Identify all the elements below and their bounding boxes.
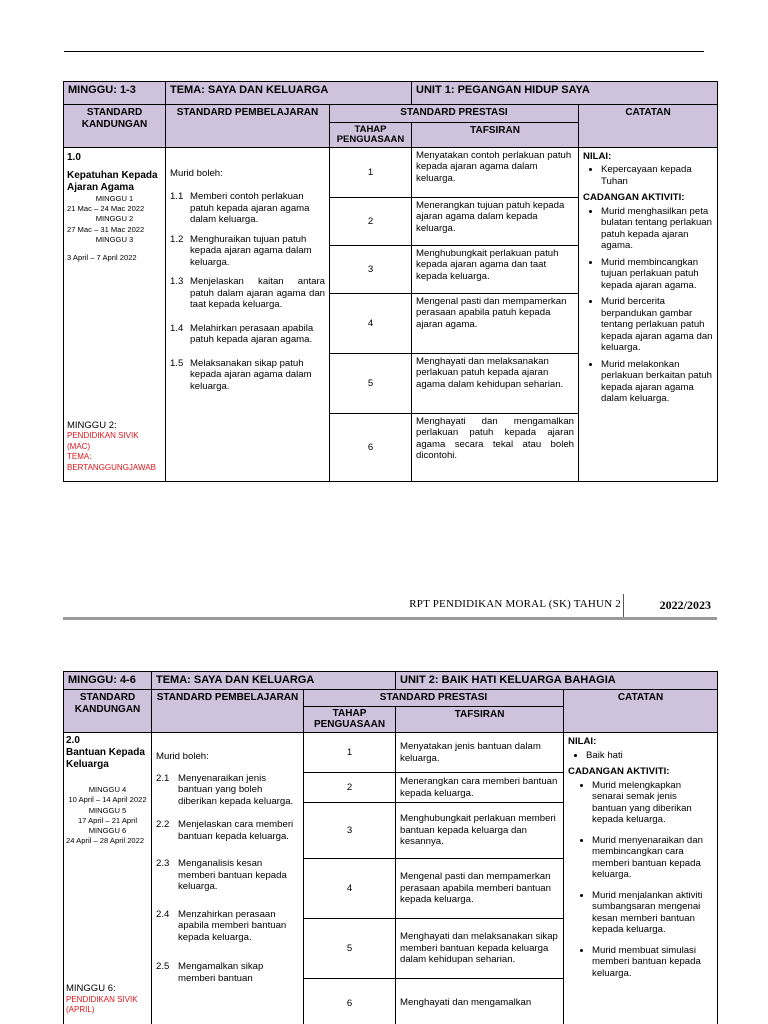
tafsiran-text: Menerangkan tujuan patuh kepada ajaran agama dalam kepada keluarga. [412,197,579,245]
aktiviti-item: • Murid melakonkan perlakuan berkaitan patuh kepada ajaran agama dalam keluarga. [601,359,713,405]
tafsiran-text: Menerangkan cara memberi bantuan kepada keluarga. [396,773,564,803]
aktiviti-item: • Murid melengkapkan senarai semak jenis bantuan yang diberikan kepada keluarga. [592,780,713,826]
sp-item [170,323,325,346]
standard-kandungan-cell [64,733,152,1024]
footer-separator [623,594,624,618]
rpt-table-unit-1 [63,81,718,482]
tahap-level: 4 [330,293,412,353]
week-list [66,785,149,847]
aktiviti-item: • Murid bercerita berpandukan gambar tentang perlakuan patuh kepada ajaran agama dan keluarga. [601,296,713,354]
tahap-level: 5 [330,353,412,413]
tahap-level: 3 [330,245,412,293]
standard-pembelajaran-cell [166,147,330,481]
week-dates: 3 April – 7 April 2022 [67,253,137,263]
sp-item-number: 1.5 [170,357,184,369]
sp-item-text: Menghuraikan tujuan patuh kepada ajaran agama dalam keluarga. [190,233,312,268]
aktiviti-item: • Murid membincangkan tujuan perlakuan patuh kepada ajaran agama. [601,257,713,292]
col-standard-kandungan: STANDARD KANDUNGAN [64,105,166,148]
sp-item-text: Menganalisis kesan memberi bantuan kepada keluarga. [178,858,287,893]
week-label: MINGGU 3 [95,234,134,244]
tafsiran-text: Menghayati dan mengamalkan [396,979,564,1024]
col-tafsiran: TAFSIRAN [412,123,579,148]
nilai-label: NILAI: [583,150,612,162]
sp-item-text: Melaksanakan sikap patuh kepada ajaran agama dalam keluarga. [190,357,312,392]
col-catatan: CATATAN [579,105,718,148]
col-tahap-penguasaan: TAHAP PENGUASAAN [330,123,412,148]
sp-item-text: Melahirkan perasaan apabila patuh kepada ajaran agama. [190,322,314,346]
tafsiran-text: Menyatakan contoh perlakuan patuh kepada ajaran agama dalam keluarga. [412,147,579,197]
nilai-list [568,750,713,762]
page-2-clip [0,668,768,1024]
minggu-note: MINGGU 2: [67,419,117,431]
sp-item-number: 1.4 [170,322,184,334]
sp-item-text: Menzahirkan perasaan apabila memberi bantuan kepada keluarga. [178,908,287,943]
tahap-level: 1 [304,733,396,773]
tahap-level: 5 [304,919,396,979]
aktiviti-label: CADANGAN AKTIVITI: [568,766,670,778]
aktiviti-item: • Murid menjalankan aktiviti sumbangsaran mengenai kesan memberi bantuan kepada keluarga. [592,890,713,936]
tema-header: TEMA: SAYA DAN KELUARGA [152,672,396,690]
rpt-table-unit-2 [63,671,718,1024]
footer-year: 2022/2023 [659,598,711,612]
sivik-note [66,981,150,1015]
footer-rule [63,617,717,620]
sp-list [156,773,299,985]
tahap-level: 4 [304,859,396,919]
sp-item-text: Memberi contoh perlakuan patuh kepada ajaran agama dalam keluarga. [190,191,310,226]
sp-item [156,961,299,984]
standard-kandungan-cell [64,147,166,481]
tahap-level: 3 [304,803,396,859]
tahap-level: 2 [330,197,412,245]
week-label: MINGGU 2 [95,214,134,224]
aktiviti-list [568,780,713,980]
minggu-note: MINGGU 6: [66,983,116,995]
catatan-cell [564,733,718,1024]
minggu-header: MINGGU: 1-3 [64,82,166,105]
col-standard-prestasi: STANDARD PRESTASI [304,690,564,707]
tafsiran-text: Menghayati dan melaksanakan sikap memberi bantuan kepada keluarga dalam kehidupan seharian. [396,919,564,979]
nilai-list [583,164,713,187]
week-label: MINGGU 4 [88,785,127,795]
tahap-level: 6 [304,979,396,1024]
nilai-label: NILAI: [568,736,597,748]
tafsiran-text: Mengenal pasti dan mempamerkan perasaan apabila memberi bantuan kepada keluarga. [396,859,564,919]
sp-item [156,773,299,808]
col-tahap-penguasaan: TAHAP PENGUASAAN [304,707,396,733]
aktiviti-label: CADANGAN AKTIVITI: [583,192,685,204]
sp-item [170,358,325,393]
week-label: MINGGU 6 [88,826,127,836]
week-dates: 24 April – 28 April 2022 [66,836,145,846]
standard-pembelajaran-cell [152,733,304,1024]
sp-item-number: 2.5 [156,961,170,973]
sp-item-number: 2.3 [156,858,170,870]
tafsiran-text: Mengenal pasti dan mempamerkan perasaan apabila patuh kepada ajaran agama. [412,293,579,353]
tafsiran-text: Menghayati dan mengamalkan perlakuan patuh kepada ajaran agama secara tekal atau boleh dicontohi. [412,413,579,481]
aktiviti-item: • Murid menyenaraikan dan membincangkan cara memberi bantuan kepada keluarga. [592,835,713,881]
col-catatan: CATATAN [564,690,718,733]
week-dates: 17 April – 21 April [77,815,138,825]
sp-item-number: 2.4 [156,908,170,920]
sp-item [170,234,325,269]
tafsiran-text: Menghubungkait perlakuan memberi bantuan kepada keluarga dan kesannya. [396,803,564,859]
sp-item-number: 1.3 [170,276,184,288]
sp-item-number: 1.2 [170,233,184,245]
sivik-month-note: PENDIDIKAN SIVIK (APRIL) [66,994,138,1014]
tahap-level: 2 [304,773,396,803]
footer-title: RPT PENDIDIKAN MORAL (SK) TAHUN 2 [409,598,621,610]
col-tafsiran: TAFSIRAN [396,707,564,733]
col-standard-kandungan: STANDARD KANDUNGAN [64,690,152,733]
sp-item [170,276,325,311]
week-label: MINGGU 5 [88,805,127,815]
sk-title: Kepatuhan Kepada Ajaran Agama [67,169,158,193]
tema-header: TEMA: SAYA DAN KELUARGA [166,82,412,105]
sk-title: Bantuan Kepada Keluarga [66,747,145,771]
sp-item-text: Menjelaskan cara memberi bantuan kepada keluarga. [178,819,294,842]
col-standard-pembelajaran: STANDARD PEMBELAJARAN [152,690,304,733]
minggu-header: MINGGU: 4-6 [64,672,152,690]
sk-number: 2.0 [66,735,80,747]
nilai-item: • Baik hati [586,750,713,762]
catatan-cell [579,147,718,481]
col-standard-pembelajaran: STANDARD PEMBELAJARAN [166,105,330,148]
tafsiran-text: Menghubungkait perlakuan patuh kepada ajaran agama dan taat kepada keluarga. [412,245,579,293]
aktiviti-item: • Murid menghasilkan peta bulatan tentang perlakuan patuh kepada ajaran agama. [601,206,713,252]
sivik-month-note: PENDIDIKAN SIVIK (MAC) [67,431,139,451]
tafsiran-text: Menyatakan jenis bantuan dalam keluarga. [396,733,564,773]
sp-item-text: Menjelaskan kaitan antara patuh dalam ajaran agama dan taat kepada keluarga. [190,276,325,311]
week-dates: 21 Mac – 24 Mac 2022 [67,204,145,214]
col-standard-prestasi: STANDARD PRESTASI [330,105,579,123]
sp-list [170,191,325,392]
sp-item-number: 2.1 [156,772,170,784]
tahap-level: 1 [330,147,412,197]
tahap-level: 6 [330,413,412,481]
sp-item-number: 1.1 [170,191,184,203]
unit-header: UNIT 1: PEGANGAN HIDUP SAYA [412,82,718,105]
sp-intro: Murid boleh: [156,751,209,763]
week-list [67,194,162,264]
top-rule [64,51,704,52]
week-dates: 10 April – 14 April 2022 [68,795,147,805]
sp-item-text: Mengamalkan sikap memberi bantuan [178,961,264,984]
sp-item [156,909,299,944]
sp-item-number: 2.2 [156,819,170,831]
sp-item-text: Menyenaraikan jenis bantuan yang boleh diberikan kepada keluarga. [178,772,294,807]
tafsiran-text: Menghayati dan melaksanakan perlakuan patuh kepada ajaran agama dalam kehidupan seharian. [412,353,579,413]
sp-item [156,858,299,893]
week-label: MINGGU 1 [95,193,134,203]
week-dates: 27 Mac – 31 Mac 2022 [67,224,145,234]
nilai-item: • Kepercayaan kepada Tuhan [601,164,713,187]
unit-header: UNIT 2: BAIK HATI KELUARGA BAHAGIA [396,672,718,690]
sivik-tema-note: TEMA: BERTANGGUNGJAWAB [67,452,156,472]
sp-item [170,191,325,226]
sp-item [156,819,299,842]
sivik-note [67,418,163,473]
sp-intro: Murid boleh: [170,167,223,179]
sk-number: 1.0 [67,151,81,163]
aktiviti-list [583,206,713,405]
aktiviti-item: • Murid membuat simulasi memberi bantuan kepada keluarga. [592,945,713,980]
